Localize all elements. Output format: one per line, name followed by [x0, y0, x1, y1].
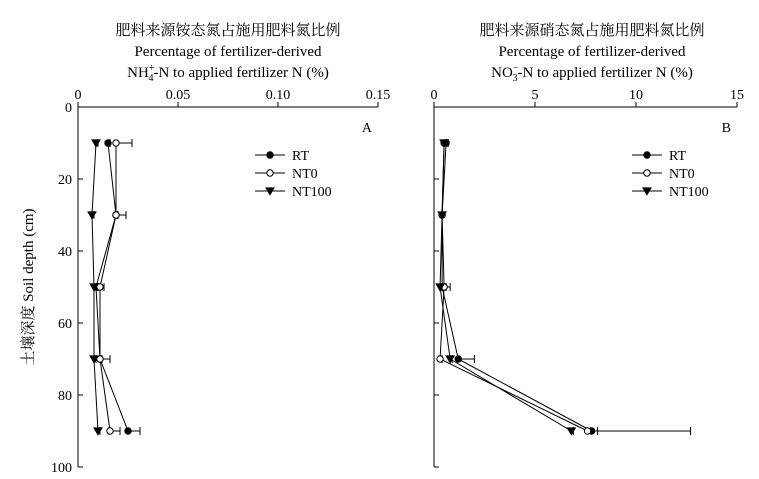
series-nt0	[97, 139, 132, 435]
x-tick-label: 0.15	[365, 88, 391, 103]
title-subscript: 4	[148, 73, 154, 84]
title-text: NO	[491, 65, 513, 81]
legend-marker	[267, 152, 273, 158]
x-tick-label: 0.05	[165, 88, 191, 103]
x-tick-label: 0	[74, 88, 82, 103]
y-tick-label: 0	[65, 101, 72, 116]
panel-label: B	[721, 121, 731, 136]
y-tick-label: 40	[58, 245, 72, 260]
chart-title-line-3	[491, 63, 693, 84]
y-tick-label: 80	[58, 389, 72, 404]
chart-title-line-1: 肥料来源铵态氮占施用肥料氮比例	[115, 23, 341, 39]
title-superscript: +	[148, 63, 155, 74]
data-point	[567, 428, 575, 435]
data-point	[92, 140, 100, 147]
legend-label: NT100	[669, 185, 709, 200]
panel-b	[431, 22, 745, 467]
legend-label: NT0	[669, 167, 695, 182]
panel-a	[51, 22, 390, 476]
series-line	[440, 143, 587, 431]
legend	[255, 149, 332, 200]
series-rt	[439, 139, 691, 435]
y-tick-label: 100	[51, 461, 72, 476]
legend-marker	[267, 170, 273, 176]
chart-title-line-2: Percentage of fertilizer-derived	[498, 44, 686, 60]
x-tick-label: 5	[531, 88, 539, 103]
legend-marker	[644, 152, 650, 158]
title-text: NH	[127, 65, 149, 81]
x-tick-label: 15	[730, 88, 744, 103]
data-point	[88, 212, 96, 219]
data-point	[584, 428, 590, 434]
data-point	[455, 356, 461, 362]
data-point	[113, 212, 119, 218]
title-subscript: 3	[512, 73, 518, 84]
x-tick-label: 10	[629, 88, 643, 103]
legend-marker	[644, 170, 650, 176]
data-point	[446, 356, 454, 363]
panel-label: A	[361, 121, 372, 136]
data-point	[437, 356, 443, 362]
legend-label: NT100	[292, 185, 332, 200]
chart-title-line-1: 肥料来源硝态氮占施用肥料氮比例	[479, 23, 705, 39]
data-point	[94, 428, 102, 435]
y-axis-label: 土壤深度 Soil depth (cm)	[21, 208, 37, 366]
legend-label: RT	[292, 149, 310, 164]
chart-title-line-2: Percentage of fertilizer-derived	[134, 44, 322, 60]
x-tick-label: 0	[430, 88, 438, 103]
y-tick-label: 60	[58, 317, 72, 332]
series-line	[440, 143, 571, 431]
chart-title-line-3	[127, 63, 329, 84]
title-text: -N to applied fertilizer N (%)	[153, 65, 329, 81]
legend-label: NT0	[292, 167, 318, 182]
title-text: -N to applied fertilizer N (%)	[517, 65, 693, 81]
title-superscript: −	[512, 63, 519, 74]
x-tick-label: 0.10	[265, 88, 291, 103]
series-line	[442, 143, 591, 431]
legend	[632, 149, 709, 200]
data-point	[125, 428, 131, 434]
data-point	[107, 428, 113, 434]
data-point	[105, 140, 111, 146]
data-point	[113, 140, 119, 146]
legend-label: RT	[669, 149, 687, 164]
y-tick-label: 20	[58, 173, 72, 188]
